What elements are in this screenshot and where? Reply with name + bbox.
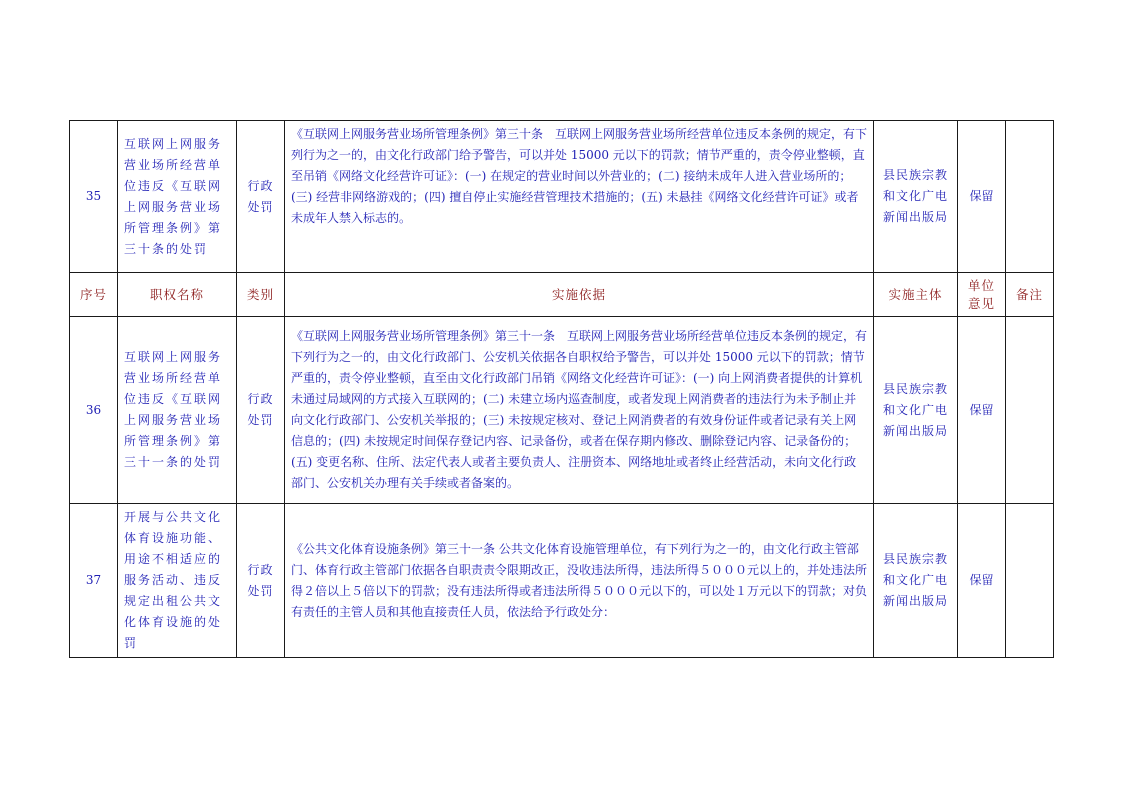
category: 行政处罚 bbox=[237, 317, 285, 504]
unit-opinion: 保留 bbox=[958, 504, 1006, 658]
header-subject: 实施主体 bbox=[874, 273, 958, 317]
header-name: 职权名称 bbox=[118, 273, 237, 317]
table-row bbox=[70, 121, 1054, 273]
header-opinion: 单位意见 bbox=[958, 273, 1006, 317]
unit-opinion: 保留 bbox=[958, 317, 1006, 504]
remark bbox=[1006, 504, 1054, 658]
table-header-row bbox=[70, 273, 1054, 317]
row-number: 37 bbox=[70, 504, 118, 658]
authority-name: 开展与公共文化体育设施功能、用途不相适应的服务活动、违反规定出租公共文化体育设施的处罚 bbox=[118, 504, 237, 658]
implementing-body: 县民族宗教和文化广电新闻出版局 bbox=[874, 504, 958, 658]
implementing-body: 县民族宗教和文化广电新闻出版局 bbox=[874, 317, 958, 504]
category: 行政处罚 bbox=[237, 121, 285, 273]
table-row bbox=[70, 317, 1054, 504]
legal-basis: 《互联网上网服务营业场所管理条例》第三十一条 互联网上网服务营业场所经营单位违反本条例的规定，有下列行为之一的，由文化行政部门、公安机关依据各自职权给予警告，可以并处 15000 元以下的罚款；情节严重的，责令停业整顿，直至由文化行政部门吊销《网络文化经营许可证》：(一) 向上网消费者提供的计算机未通过局域网的方式接入互联网的；(二) 未建立场内巡查制度，或者发现上网消费者的违法行为未予制止并向文化行政部门、公安机关举报的；(三) 未按规定核对、登记上网消费者的有效身份证件或者记录有关上网信息的；(四) 未按规定时间保存登记内容、记录备份，或者在保存期内修改、删除登记内容、记录备份的；(五) 变更名称、住所、法定代表人或者主要负责人、注册资本、网络地址或者终止经营活动，未向文化行政部门、公安机关办理有关手续或者备案的。 bbox=[285, 317, 874, 504]
authority-name: 互联网上网服务营业场所经营单位违反《互联网上网服务营业场所管理条例》第三十条的处罚 bbox=[118, 121, 237, 273]
header-num: 序号 bbox=[70, 273, 118, 317]
row-number: 35 bbox=[70, 121, 118, 273]
header-note: 备注 bbox=[1006, 273, 1054, 317]
authority-table bbox=[69, 120, 1054, 658]
unit-opinion: 保留 bbox=[958, 121, 1006, 273]
authority-name: 互联网上网服务营业场所经营单位违反《互联网上网服务营业场所管理条例》第三十一条的处罚 bbox=[118, 317, 237, 504]
row-number: 36 bbox=[70, 317, 118, 504]
header-basis: 实施依据 bbox=[285, 273, 874, 317]
remark bbox=[1006, 317, 1054, 504]
header-category: 类别 bbox=[237, 273, 285, 317]
legal-basis: 《互联网上网服务营业场所管理条例》第三十条 互联网上网服务营业场所经营单位违反本条例的规定，有下列行为之一的，由文化行政部门给予警告，可以并处 15000 元以下的罚款；情节严重的，责令停业整顿，直至吊销《网络文化经营许可证》：(一) 在规定的营业时间以外营业的；(二) 接纳未成年人进入营业场所的；(三) 经营非网络游戏的；(四) 擅自停止实施经营管理技术措施的；(五) 未悬挂《网络文化经营许可证》或者未成年人禁入标志的。 bbox=[285, 121, 874, 273]
table-row bbox=[70, 504, 1054, 658]
legal-basis: 《公共文化体育设施条例》第三十一条 公共文化体育设施管理单位，有下列行为之一的，由文化行政主管部门、体育行政主管部门依据各自职责责令限期改正，没收违法所得，违法所得５０００元以上的，并处违法所得２倍以上５倍以下的罚款；没有违法所得或者违法所得５０００元以下的，可以处１万元以下的罚款；对负有责任的主管人员和其他直接责任人员，依法给予行政处分： bbox=[285, 504, 874, 658]
implementing-body: 县民族宗教和文化广电新闻出版局 bbox=[874, 121, 958, 273]
category: 行政处罚 bbox=[237, 504, 285, 658]
remark bbox=[1006, 121, 1054, 273]
